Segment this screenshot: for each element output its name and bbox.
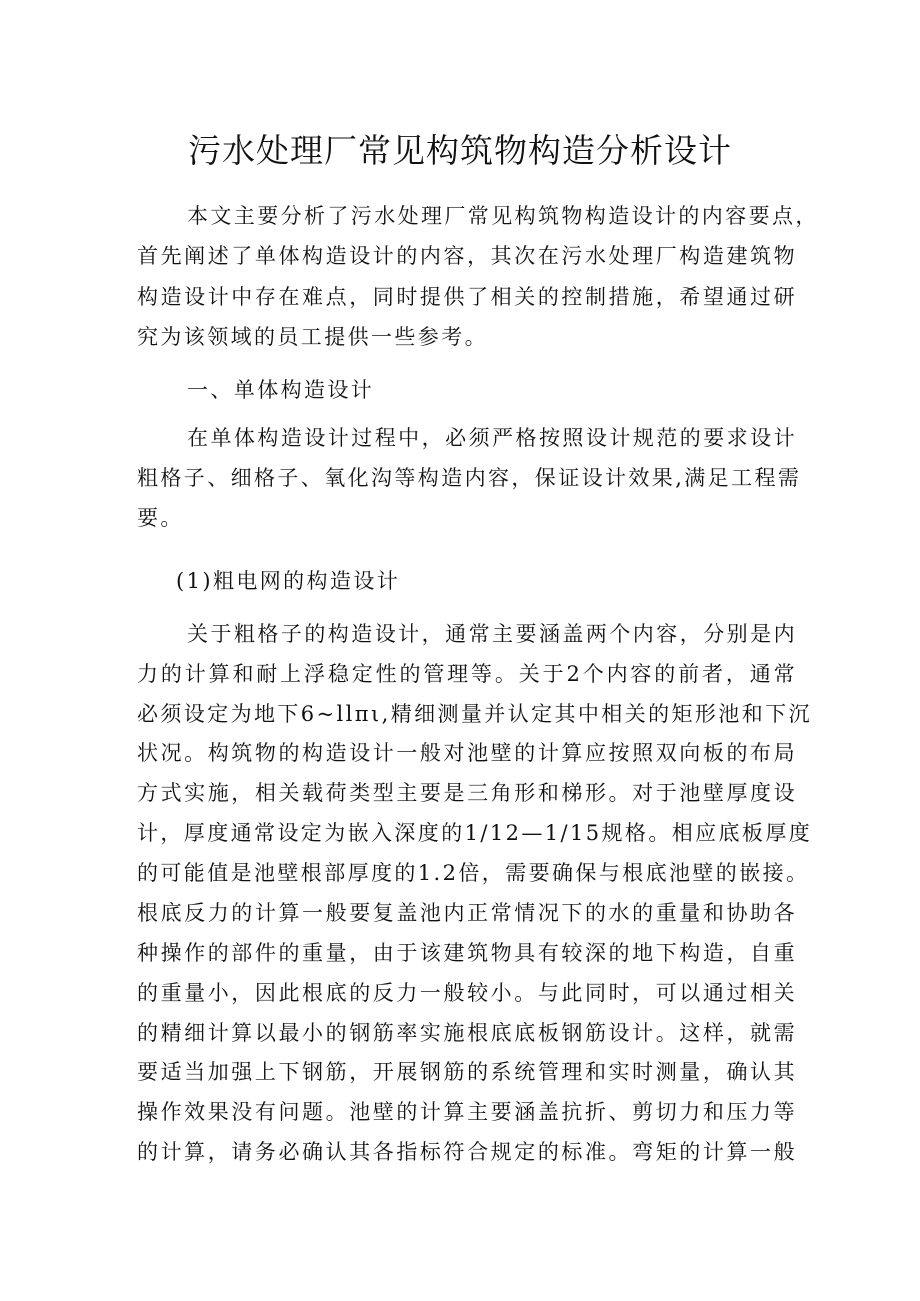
paragraph-line: 必须设定为地下6~llπι,精细测量并认定其中相关的矩形池和下沉 xyxy=(137,702,812,726)
paragraph-line: 状况。构筑物的构造设计一般对池壁的计算应按照双向板的布局 xyxy=(137,741,797,765)
paragraph-line: 的精细计算以最小的钢筋率实施根底底板钢筋设计。这样，就需 xyxy=(137,1021,797,1045)
paragraph-line: 计，厚度通常设定为嵌入深度的1/12—1/15规格。相应底板厚度 xyxy=(137,821,813,845)
paragraph-line: 操作效果没有问题。池壁的计算主要涵盖抗折、剪切力和压力等 xyxy=(137,1100,797,1124)
abstract-line: 究为该领域的员工提供一些参考。 xyxy=(137,325,488,349)
paragraph-line: 粗格子、细格子、氧化沟等构造内容，保证设计效果,满足工程需 xyxy=(137,466,802,490)
document-title: 污水处理厂常见构筑物构造分析设计 xyxy=(188,131,732,170)
paragraph-line: 的计算，请务必确认其各指标符合规定的标准。弯矩的计算一般 xyxy=(137,1140,797,1164)
paragraph-line: 在单体构造设计过程中，必须严格按照设计规范的要求设计 xyxy=(187,426,797,450)
section-heading: 一、单体构造设计 xyxy=(187,378,375,402)
abstract-line: 首先阐述了单体构造设计的内容，其次在污水处理厂构造建筑物 xyxy=(137,244,797,268)
paragraph-line: 力的计算和耐上浮稳定性的管理等。关于2个内容的前者，通常 xyxy=(137,662,797,686)
paragraph-line: 关于粗格子的构造设计，通常主要涵盖两个内容，分别是内 xyxy=(187,622,797,646)
abstract-line: 构造设计中存在难点，同时提供了相关的控制措施，希望通过研 xyxy=(137,285,797,309)
paragraph-line: 根底反力的计算一般要复盖池内正常情况下的水的重量和协助各 xyxy=(137,901,797,925)
paragraph-line: 的可能值是池壁根部厚度的1.2倍，需要确保与根底池壁的嵌接。 xyxy=(137,861,810,885)
abstract-line: 本文主要分析了污水处理厂常见构筑物构造设计的内容要点， xyxy=(187,204,819,228)
paragraph-line: 的重量小，因此根底的反力一般较小。与此同时，可以通过相关 xyxy=(137,981,797,1005)
subsection-heading: (1)粗电网的构造设计 xyxy=(176,569,401,593)
paragraph-line: 种操作的部件的重量，由于该建筑物具有较深的地下构造，自重 xyxy=(137,941,797,965)
paragraph-line: 要适当加强上下钢筋，开展钢筋的系统管理和实时测量，确认其 xyxy=(137,1060,797,1084)
paragraph-line: 要。 xyxy=(137,506,184,530)
paragraph-line: 方式实施，相关载荷类型主要是三角形和梯形。对于池壁厚度设 xyxy=(137,781,797,805)
